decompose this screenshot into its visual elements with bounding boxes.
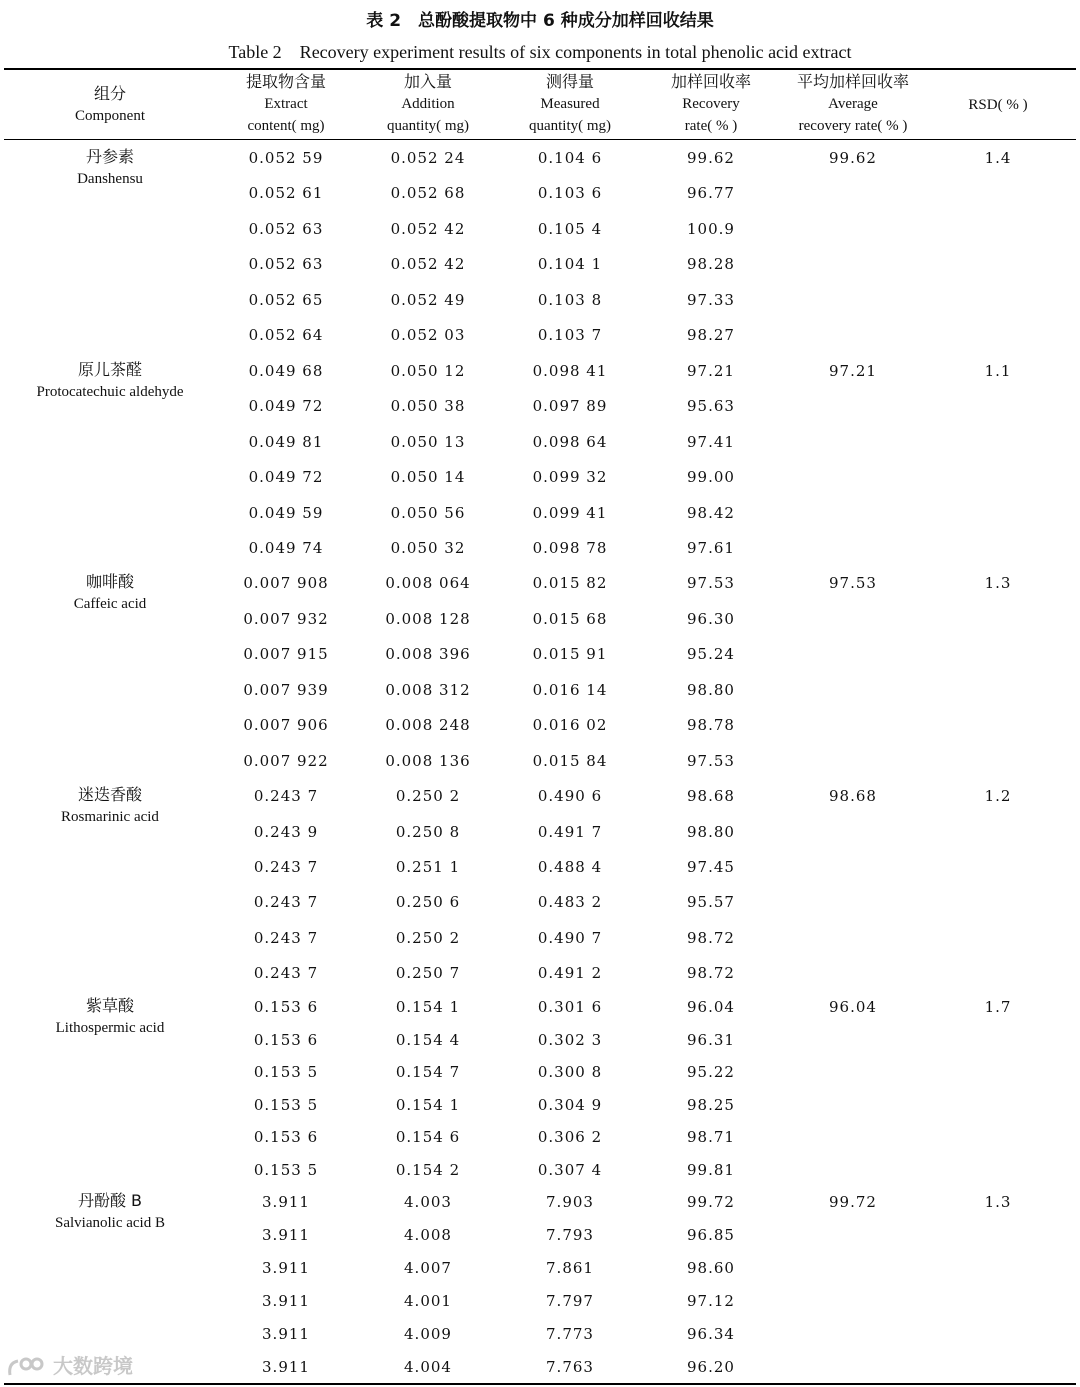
header-en: Addition bbox=[401, 96, 455, 112]
table-cell: 97.53 bbox=[687, 574, 735, 593]
table-cell: 0.307 4 bbox=[537, 1161, 603, 1179]
table-cell: 97.41 bbox=[687, 432, 735, 451]
table-cell: 0.015 91 bbox=[532, 645, 608, 664]
table-cell: 0.052 61 bbox=[248, 184, 324, 203]
component-name-en: Protocatechuic aldehyde bbox=[36, 383, 184, 400]
table-cell: 0.243 9 bbox=[253, 822, 319, 841]
table-cell: 0.104 1 bbox=[537, 255, 603, 274]
table-cell: 0.154 6 bbox=[395, 1128, 461, 1147]
table-cell: 0.243 7 bbox=[253, 964, 319, 983]
table-cell: 0.016 02 bbox=[532, 716, 608, 735]
table-cell: 0.154 4 bbox=[395, 1030, 461, 1049]
rsd-cell: 1.7 bbox=[984, 998, 1012, 1016]
table-cell: 99.72 bbox=[687, 1193, 735, 1211]
table-cell: 99.00 bbox=[687, 468, 735, 487]
header-cn: 提取物含量 bbox=[245, 72, 326, 91]
table-cell: 98.60 bbox=[687, 1259, 735, 1277]
table-cell: 0.153 6 bbox=[253, 998, 319, 1016]
table-cell: 0.007 906 bbox=[243, 716, 329, 735]
table-cell: 99.81 bbox=[687, 1161, 735, 1179]
table-cell: 3.911 bbox=[262, 1325, 310, 1343]
table-cell: 98.72 bbox=[687, 928, 735, 947]
table-cell: 95.63 bbox=[687, 397, 735, 416]
table-cell: 98.42 bbox=[687, 503, 735, 522]
table-cell: 97.33 bbox=[687, 290, 735, 309]
table-cell: 100.9 bbox=[687, 219, 735, 238]
table-cell: 0.049 68 bbox=[248, 361, 324, 380]
table-cell: 98.68 bbox=[687, 787, 735, 806]
table-cell: 0.250 8 bbox=[395, 822, 461, 841]
table-cell: 0.007 922 bbox=[243, 751, 329, 770]
header-cell bbox=[651, 71, 771, 139]
header-cell bbox=[938, 71, 1058, 139]
header-en: content( mg) bbox=[247, 118, 325, 134]
table-cell: 3.911 bbox=[262, 1259, 310, 1277]
table-cell: 0.154 1 bbox=[395, 1095, 461, 1114]
table-cell: 4.003 bbox=[404, 1193, 452, 1211]
header-cn: 平均加样回收率 bbox=[796, 72, 909, 91]
table-cell: 0.154 7 bbox=[395, 1063, 461, 1082]
header-cell bbox=[358, 71, 498, 139]
table-cell: 0.097 89 bbox=[532, 397, 608, 416]
header-rule bbox=[4, 139, 1076, 140]
component-label bbox=[0, 995, 220, 1039]
table-cell: 7.797 bbox=[546, 1292, 594, 1310]
header-cn: 加样回收率 bbox=[670, 72, 751, 91]
table-cell: 0.052 68 bbox=[390, 184, 466, 203]
table-cell: 0.153 6 bbox=[253, 1128, 319, 1147]
component-name-cn: 紫草酸 bbox=[85, 996, 134, 1015]
rsd-cell: 1.3 bbox=[984, 1193, 1012, 1211]
table-cell: 0.052 42 bbox=[390, 219, 466, 238]
header-en: quantity( mg) bbox=[386, 118, 470, 134]
table-cell: 0.050 13 bbox=[390, 432, 466, 451]
table-cell: 0.050 38 bbox=[390, 397, 466, 416]
table-cell: 96.04 bbox=[687, 998, 735, 1016]
table-cell: 96.77 bbox=[687, 184, 735, 203]
average-recovery-cell: 97.21 bbox=[829, 361, 877, 380]
table-cell: 0.302 3 bbox=[537, 1030, 603, 1049]
table-cell: 0.050 12 bbox=[390, 361, 466, 380]
table-cell: 0.015 82 bbox=[532, 574, 608, 593]
rsd-cell: 1.3 bbox=[984, 574, 1012, 593]
component-name-en: Caffeic acid bbox=[73, 596, 147, 613]
table-cell: 0.008 136 bbox=[385, 751, 471, 770]
table-cell: 0.052 49 bbox=[390, 290, 466, 309]
table-cell: 3.911 bbox=[262, 1358, 310, 1376]
header-cell bbox=[500, 71, 640, 139]
table-cell: 0.049 72 bbox=[248, 468, 324, 487]
table-cell: 7.763 bbox=[546, 1358, 594, 1376]
table-cell: 97.21 bbox=[687, 361, 735, 380]
component-name-cn: 丹酚酸 B bbox=[77, 1191, 143, 1210]
table-cell: 96.34 bbox=[687, 1325, 735, 1343]
table-cell: 4.009 bbox=[404, 1325, 452, 1343]
header-en: quantity( mg) bbox=[528, 118, 612, 134]
average-recovery-cell: 97.53 bbox=[829, 574, 877, 593]
table-cell: 99.62 bbox=[687, 149, 735, 167]
table-cell: 96.31 bbox=[687, 1030, 735, 1049]
table-cell: 0.098 41 bbox=[532, 361, 608, 380]
table-cell: 0.008 248 bbox=[385, 716, 471, 735]
component-label bbox=[0, 784, 220, 828]
table-cell: 7.773 bbox=[546, 1325, 594, 1343]
table-cell: 7.793 bbox=[546, 1226, 594, 1244]
table-cell: 0.300 8 bbox=[537, 1063, 603, 1082]
table-cell: 0.052 64 bbox=[248, 326, 324, 345]
table-cell: 7.903 bbox=[546, 1193, 594, 1211]
watermark bbox=[6, 1350, 133, 1381]
table-cell: 0.049 74 bbox=[248, 538, 324, 557]
table-cell: 0.103 6 bbox=[537, 184, 603, 203]
component-name-cn: 丹参素 bbox=[85, 147, 134, 166]
header-en: Recovery bbox=[682, 96, 740, 112]
average-recovery-cell: 98.68 bbox=[829, 787, 877, 806]
table-cell: 0.490 7 bbox=[537, 928, 603, 947]
bottom-rule bbox=[4, 1383, 1076, 1385]
table-cell: 0.301 6 bbox=[537, 998, 603, 1016]
table-cell: 0.103 7 bbox=[537, 326, 603, 345]
component-name-en: Danshensu bbox=[77, 171, 143, 187]
table-cell: 0.052 63 bbox=[248, 219, 324, 238]
table-cell: 0.015 84 bbox=[532, 751, 608, 770]
table-cell: 0.052 63 bbox=[248, 255, 324, 274]
table-cell: 96.20 bbox=[687, 1358, 735, 1376]
component-name-cn: 迷迭香酸 bbox=[77, 785, 142, 805]
table-cell: 0.491 2 bbox=[537, 964, 603, 983]
table-cell: 4.004 bbox=[404, 1358, 452, 1376]
table-cell: 0.243 7 bbox=[253, 858, 319, 876]
table-cell: 0.052 59 bbox=[248, 149, 324, 167]
table-cell: 95.57 bbox=[687, 893, 735, 912]
header-cn: 组分 bbox=[93, 84, 126, 103]
table-cell: 0.105 4 bbox=[537, 219, 603, 238]
table-cell: 0.243 7 bbox=[253, 787, 319, 806]
table-cell: 0.098 64 bbox=[532, 432, 608, 451]
table-cell: 0.243 7 bbox=[253, 893, 319, 912]
table-title-cn: 表 2 总酚酸提取物中 6 种成分加样回收结果 bbox=[366, 11, 714, 31]
average-recovery-cell: 96.04 bbox=[829, 998, 877, 1016]
average-recovery-cell: 99.62 bbox=[829, 149, 877, 167]
table-cell: 98.80 bbox=[687, 680, 735, 699]
table-cell: 0.007 915 bbox=[243, 645, 329, 664]
header-cell bbox=[0, 71, 220, 139]
table-cell: 97.53 bbox=[687, 751, 735, 770]
table-cell: 0.153 5 bbox=[253, 1063, 319, 1082]
table-cell: 0.052 24 bbox=[390, 149, 466, 167]
table-cell: 98.27 bbox=[687, 326, 735, 345]
watermark-text: 大数跨境 bbox=[52, 1354, 133, 1378]
table-cell: 0.052 65 bbox=[248, 290, 324, 309]
table-cell: 0.098 78 bbox=[532, 538, 608, 557]
logo-icon bbox=[6, 1355, 46, 1381]
table-cell: 97.61 bbox=[687, 538, 735, 557]
table-cell: 0.008 312 bbox=[385, 680, 471, 699]
table-cell: 0.250 2 bbox=[395, 787, 461, 806]
table-cell: 0.007 939 bbox=[243, 680, 329, 699]
header-en: rate( % ) bbox=[684, 118, 738, 134]
table-cell: 97.45 bbox=[687, 858, 735, 876]
rsd-cell: 1.1 bbox=[984, 361, 1012, 380]
component-name-cn: 咖啡酸 bbox=[85, 572, 134, 592]
header-en: Average bbox=[828, 96, 878, 112]
header-cell bbox=[768, 71, 938, 139]
table-cell: 0.250 7 bbox=[395, 964, 461, 983]
table-cell: 4.007 bbox=[404, 1259, 452, 1277]
table-cell: 0.154 1 bbox=[395, 998, 461, 1016]
table-cell: 0.008 064 bbox=[385, 574, 471, 593]
table-cell: 0.250 6 bbox=[395, 893, 461, 912]
component-name-en: Rosmarinic acid bbox=[61, 809, 159, 826]
table-cell: 0.050 32 bbox=[390, 538, 466, 557]
table-cell: 0.153 5 bbox=[253, 1161, 319, 1179]
table-cell: 3.911 bbox=[262, 1292, 310, 1310]
header-en: Measured bbox=[540, 96, 600, 112]
component-label bbox=[0, 1190, 220, 1234]
header-en: Extract bbox=[264, 96, 308, 112]
table-cell: 98.72 bbox=[687, 964, 735, 983]
table-cell: 0.154 2 bbox=[395, 1161, 461, 1179]
table-cell: 0.049 72 bbox=[248, 397, 324, 416]
table-cell: 0.015 68 bbox=[532, 609, 608, 628]
table-cell: 3.911 bbox=[262, 1193, 310, 1211]
table-cell: 0.052 42 bbox=[390, 255, 466, 274]
table-cell: 0.104 6 bbox=[537, 149, 603, 167]
top-rule bbox=[4, 68, 1076, 70]
table-cell: 0.103 8 bbox=[537, 290, 603, 309]
rsd-cell: 1.2 bbox=[984, 787, 1012, 806]
table-cell: 0.304 9 bbox=[537, 1095, 603, 1114]
component-label bbox=[0, 571, 220, 615]
table-cell: 97.12 bbox=[687, 1292, 735, 1310]
component-name-cn: 原儿茶醛 bbox=[77, 359, 142, 379]
table-cell: 4.008 bbox=[404, 1226, 452, 1244]
component-label bbox=[0, 359, 220, 403]
header-en: recovery rate( % ) bbox=[798, 118, 908, 134]
table-cell: 0.488 4 bbox=[537, 858, 603, 876]
table-cell: 0.052 03 bbox=[390, 326, 466, 345]
table-cell: 0.007 932 bbox=[243, 609, 329, 628]
table-cell: 0.243 7 bbox=[253, 928, 319, 947]
table-cell: 0.099 41 bbox=[532, 503, 608, 522]
table-cell: 0.049 59 bbox=[248, 503, 324, 522]
table-cell: 95.24 bbox=[687, 645, 735, 664]
table-cell: 0.049 81 bbox=[248, 432, 324, 451]
header-cell bbox=[211, 71, 361, 139]
table-cell: 95.22 bbox=[687, 1063, 735, 1082]
component-name-en: Salvianolic acid B bbox=[55, 1215, 165, 1231]
table-cell: 0.483 2 bbox=[537, 893, 603, 912]
table-cell: 98.28 bbox=[687, 255, 735, 274]
table-cell: 98.71 bbox=[687, 1128, 735, 1147]
table-cell: 0.050 56 bbox=[390, 503, 466, 522]
component-label bbox=[0, 146, 220, 190]
table-cell: 96.30 bbox=[687, 609, 735, 628]
table-cell: 0.016 14 bbox=[532, 680, 608, 699]
table-cell: 0.099 32 bbox=[532, 468, 608, 487]
average-recovery-cell: 99.72 bbox=[829, 1193, 877, 1211]
table-cell: 0.490 6 bbox=[537, 787, 603, 806]
component-name-en: Lithospermic acid bbox=[55, 1020, 165, 1036]
table-cell: 0.153 5 bbox=[253, 1095, 319, 1114]
table-cell: 0.251 1 bbox=[395, 858, 461, 876]
table-cell: 0.153 6 bbox=[253, 1030, 319, 1049]
table-cell: 0.007 908 bbox=[243, 574, 329, 593]
table-cell: 0.491 7 bbox=[537, 822, 603, 841]
header-en: RSD( % ) bbox=[968, 97, 1028, 113]
header-en: Component bbox=[75, 108, 145, 124]
table-cell: 3.911 bbox=[262, 1226, 310, 1244]
table-cell: 98.25 bbox=[687, 1095, 735, 1114]
table-cell: 98.80 bbox=[687, 822, 735, 841]
rsd-cell: 1.4 bbox=[984, 149, 1012, 167]
table-cell: 0.008 396 bbox=[385, 645, 471, 664]
table-cell: 7.861 bbox=[546, 1259, 594, 1277]
table-cell: 0.306 2 bbox=[537, 1128, 603, 1147]
table-cell: 0.008 128 bbox=[385, 609, 471, 628]
table-cell: 98.78 bbox=[687, 716, 735, 735]
table-cell: 0.250 2 bbox=[395, 928, 461, 947]
header-cn: 测得量 bbox=[545, 72, 594, 91]
table-cell: 4.001 bbox=[404, 1292, 452, 1310]
table-cell: 0.050 14 bbox=[390, 468, 466, 487]
header-cn: 加入量 bbox=[403, 72, 452, 91]
table-title-en: Table 2 Recovery experiment results of six components in total phenolic acid extract bbox=[228, 42, 852, 62]
table-cell: 96.85 bbox=[687, 1226, 735, 1244]
